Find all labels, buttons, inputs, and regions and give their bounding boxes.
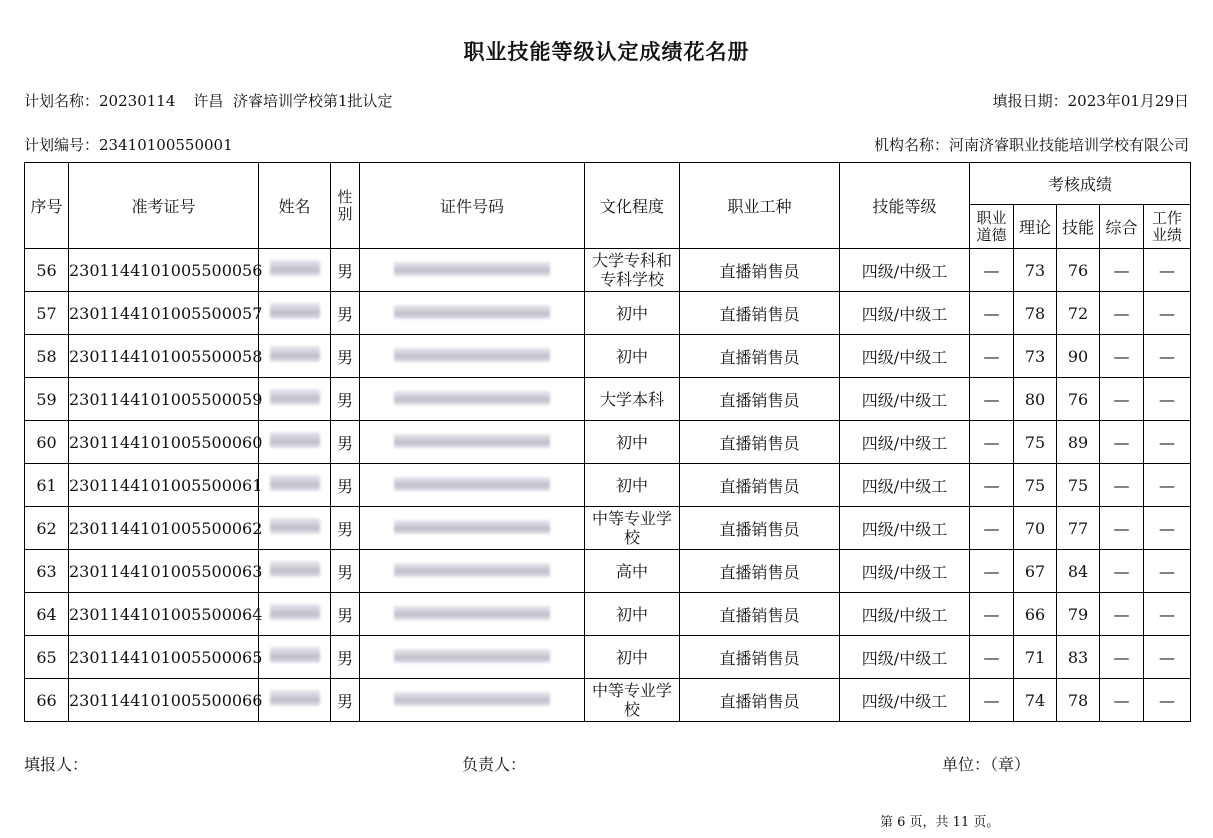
page-title: 职业技能等级认定成绩花名册 (463, 40, 750, 64)
cell-ethics: — (970, 593, 1014, 636)
cell-education (585, 292, 680, 335)
plan-no-line (24, 134, 233, 155)
cell-exam-no: 2301144101005500066 (69, 679, 259, 722)
footer-responsible: 负责人： (462, 755, 527, 774)
redacted-name (270, 475, 320, 491)
table-row (25, 292, 1191, 335)
table-row (25, 507, 1191, 550)
education-line-1: 大学本科 (599, 389, 664, 409)
redacted-id-number (394, 305, 550, 319)
cell-ethics: — (970, 636, 1014, 679)
table-row (25, 679, 1191, 722)
header-work-1: 工作 (1152, 208, 1183, 227)
education-line-1: 中等专业学 (591, 681, 672, 700)
cell-seq: 62 (25, 507, 69, 550)
cell-gender: 男 (331, 378, 360, 421)
cell-theory: 74 (1014, 679, 1057, 722)
cell-name (259, 335, 331, 378)
cell-skill: 76 (1057, 378, 1100, 421)
cell-work: — (1144, 550, 1191, 593)
redacted-id-number (394, 606, 550, 620)
cell-theory: 80 (1014, 378, 1057, 421)
cell-name (259, 679, 331, 722)
cell-comprehensive: — (1100, 464, 1144, 507)
education-line-1: 初中 (615, 475, 648, 495)
cell-id-no (360, 593, 585, 636)
cell-name (259, 378, 331, 421)
cell-education (585, 507, 680, 550)
footer-unit: 单位：（章） (942, 755, 1031, 774)
org-line (874, 134, 1189, 155)
cell-occupation: 直播销售员 (680, 679, 840, 722)
cell-ethics: — (970, 249, 1014, 292)
header-theory: 理论 (1014, 205, 1057, 249)
cell-level: 四级/中级工 (840, 378, 970, 421)
cell-work: — (1144, 421, 1191, 464)
cell-id-no (360, 378, 585, 421)
redacted-name (270, 561, 320, 577)
fill-date: 2023年01月29日 (1067, 92, 1189, 110)
cell-exam-no: 2301144101005500058 (69, 335, 259, 378)
cell-exam-no: 2301144101005500063 (69, 550, 259, 593)
cell-education (585, 593, 680, 636)
header-education: 文化程度 (585, 163, 680, 249)
education-line-1: 大学专科和 (591, 251, 672, 270)
education-line-2: 校 (623, 700, 640, 719)
cell-theory: 66 (1014, 593, 1057, 636)
header-gender-1: 性 (337, 187, 353, 206)
cell-level: 四级/中级工 (840, 292, 970, 335)
cell-exam-no: 2301144101005500065 (69, 636, 259, 679)
cell-education (585, 421, 680, 464)
redacted-name (270, 303, 320, 319)
cell-theory: 75 (1014, 464, 1057, 507)
plan-desc: 济睿培训学校第1批认定 (232, 92, 393, 110)
header-seq: 序号 (25, 163, 69, 249)
cell-theory: 73 (1014, 335, 1057, 378)
cell-level: 四级/中级工 (840, 421, 970, 464)
cell-seq: 66 (25, 679, 69, 722)
cell-work: — (1144, 335, 1191, 378)
cell-theory: 73 (1014, 249, 1057, 292)
cell-gender: 男 (331, 636, 360, 679)
header-ethics-1: 职业 (976, 208, 1007, 227)
fill-date-label: 填报日期： (992, 92, 1068, 110)
cell-comprehensive: — (1100, 507, 1144, 550)
cell-work: — (1144, 679, 1191, 722)
cell-level: 四级/中级工 (840, 249, 970, 292)
header-id-no: 证件号码 (360, 163, 585, 249)
table-row (25, 550, 1191, 593)
cell-ethics: — (970, 464, 1014, 507)
header-scores: 考核成绩 (970, 163, 1191, 205)
cell-skill: 78 (1057, 679, 1100, 722)
plan-name-label: 计划名称： (24, 92, 100, 110)
cell-theory: 75 (1014, 421, 1057, 464)
header-work (1144, 205, 1191, 249)
cell-level: 四级/中级工 (840, 507, 970, 550)
cell-ethics: — (970, 421, 1014, 464)
cell-comprehensive: — (1100, 550, 1144, 593)
header-skill: 技能 (1057, 205, 1100, 249)
cell-gender: 男 (331, 335, 360, 378)
cell-occupation: 直播销售员 (680, 421, 840, 464)
fill-date-line (993, 90, 1189, 111)
cell-name (259, 507, 331, 550)
cell-exam-no: 2301144101005500062 (69, 507, 259, 550)
header-gender (331, 163, 360, 249)
cell-level: 四级/中级工 (840, 593, 970, 636)
cell-education (585, 636, 680, 679)
cell-occupation: 直播销售员 (680, 593, 840, 636)
table-row (25, 593, 1191, 636)
cell-comprehensive: — (1100, 292, 1144, 335)
cell-education (585, 249, 680, 292)
education-line-1: 初中 (615, 604, 648, 624)
cell-id-no (360, 292, 585, 335)
cell-education (585, 464, 680, 507)
header-work-2: 业绩 (1152, 225, 1183, 244)
cell-occupation: 直播销售员 (680, 550, 840, 593)
redacted-id-number (394, 262, 550, 276)
cell-level: 四级/中级工 (840, 550, 970, 593)
cell-seq: 61 (25, 464, 69, 507)
cell-seq: 65 (25, 636, 69, 679)
cell-name (259, 593, 331, 636)
cell-occupation: 直播销售员 (680, 292, 840, 335)
cell-occupation: 直播销售员 (680, 249, 840, 292)
plan-name-line (24, 90, 392, 111)
cell-level: 四级/中级工 (840, 335, 970, 378)
redacted-name (270, 647, 320, 663)
table-row (25, 378, 1191, 421)
cell-name (259, 292, 331, 335)
cell-education (585, 335, 680, 378)
cell-theory: 78 (1014, 292, 1057, 335)
education-line-2: 校 (623, 528, 640, 547)
cell-comprehensive: — (1100, 636, 1144, 679)
cell-level: 四级/中级工 (840, 636, 970, 679)
cell-gender: 男 (331, 292, 360, 335)
cell-exam-no: 2301144101005500056 (69, 249, 259, 292)
cell-seq: 64 (25, 593, 69, 636)
cell-ethics: — (970, 507, 1014, 550)
redacted-name (270, 690, 320, 706)
header-comprehensive: 综合 (1100, 205, 1144, 249)
cell-theory: 67 (1014, 550, 1057, 593)
cell-level: 四级/中级工 (840, 679, 970, 722)
cell-exam-no: 2301144101005500064 (69, 593, 259, 636)
cell-gender: 男 (331, 421, 360, 464)
cell-skill: 90 (1057, 335, 1100, 378)
cell-work: — (1144, 249, 1191, 292)
cell-work: — (1144, 636, 1191, 679)
header-level: 技能等级 (840, 163, 970, 249)
score-roster-table (24, 162, 1191, 722)
cell-name (259, 421, 331, 464)
cell-comprehensive: — (1100, 249, 1144, 292)
cell-skill: 72 (1057, 292, 1100, 335)
footer-filler: 填报人： (24, 755, 89, 774)
cell-skill: 77 (1057, 507, 1100, 550)
cell-theory: 70 (1014, 507, 1057, 550)
cell-work: — (1144, 507, 1191, 550)
cell-gender: 男 (331, 464, 360, 507)
redacted-id-number (394, 563, 550, 577)
cell-id-no (360, 679, 585, 722)
cell-exam-no: 2301144101005500059 (69, 378, 259, 421)
header-ethics-2: 道德 (976, 225, 1007, 244)
header-name: 姓名 (259, 163, 331, 249)
cell-ethics: — (970, 550, 1014, 593)
cell-ethics: — (970, 378, 1014, 421)
education-line-1: 初中 (615, 346, 648, 366)
cell-name (259, 636, 331, 679)
table-row (25, 636, 1191, 679)
cell-id-no (360, 550, 585, 593)
cell-work: — (1144, 464, 1191, 507)
cell-ethics: — (970, 292, 1014, 335)
cell-gender: 男 (331, 507, 360, 550)
cell-id-no (360, 249, 585, 292)
cell-work: — (1144, 378, 1191, 421)
cell-education (585, 679, 680, 722)
plan-name: 20230114 (99, 92, 176, 110)
redacted-id-number (394, 477, 550, 491)
table-row (25, 464, 1191, 507)
cell-skill: 83 (1057, 636, 1100, 679)
header-exam-no: 准考证号 (69, 163, 259, 249)
education-line-1: 中等专业学 (591, 509, 672, 528)
cell-gender: 男 (331, 550, 360, 593)
cell-work: — (1144, 292, 1191, 335)
cell-comprehensive: — (1100, 679, 1144, 722)
cell-skill: 79 (1057, 593, 1100, 636)
cell-ethics: — (970, 679, 1014, 722)
cell-seq: 63 (25, 550, 69, 593)
redacted-id-number (394, 348, 550, 362)
cell-skill: 89 (1057, 421, 1100, 464)
cell-skill: 76 (1057, 249, 1100, 292)
cell-gender: 男 (331, 679, 360, 722)
cell-id-no (360, 507, 585, 550)
redacted-name (270, 260, 320, 276)
cell-gender: 男 (331, 593, 360, 636)
cell-occupation: 直播销售员 (680, 335, 840, 378)
header-ethics (970, 205, 1014, 249)
header-gender-2: 别 (337, 204, 353, 223)
education-line-1: 高中 (615, 561, 648, 581)
redacted-name (270, 518, 320, 534)
cell-seq: 60 (25, 421, 69, 464)
cell-comprehensive: — (1100, 421, 1144, 464)
plan-no: 23410100550001 (99, 136, 233, 154)
cell-education (585, 550, 680, 593)
cell-id-no (360, 335, 585, 378)
org-label: 机构名称： (873, 136, 949, 154)
table-row (25, 335, 1191, 378)
cell-comprehensive: — (1100, 335, 1144, 378)
cell-id-no (360, 464, 585, 507)
plan-no-label: 计划编号： (24, 136, 100, 154)
cell-exam-no: 2301144101005500057 (69, 292, 259, 335)
cell-name (259, 249, 331, 292)
cell-education (585, 378, 680, 421)
redacted-id-number (394, 692, 550, 706)
redacted-id-number (394, 434, 550, 448)
redacted-name (270, 346, 320, 362)
cell-seq: 59 (25, 378, 69, 421)
cell-skill: 75 (1057, 464, 1100, 507)
cell-gender: 男 (331, 249, 360, 292)
cell-exam-no: 2301144101005500060 (69, 421, 259, 464)
education-line-1: 初中 (615, 432, 648, 452)
education-line-1: 初中 (615, 647, 648, 667)
cell-name (259, 550, 331, 593)
page-indicator: 第 6 页，共 11 页。 (880, 815, 1000, 830)
education-line-1: 初中 (615, 303, 648, 323)
redacted-name (270, 389, 320, 405)
redacted-name (270, 432, 320, 448)
redacted-id-number (394, 391, 550, 405)
cell-id-no (360, 421, 585, 464)
plan-city: 许昌 (193, 92, 224, 110)
cell-seq: 57 (25, 292, 69, 335)
redacted-name (270, 604, 320, 620)
cell-name (259, 464, 331, 507)
cell-exam-no: 2301144101005500061 (69, 464, 259, 507)
cell-comprehensive: — (1100, 378, 1144, 421)
cell-level: 四级/中级工 (840, 464, 970, 507)
cell-seq: 56 (25, 249, 69, 292)
cell-occupation: 直播销售员 (680, 636, 840, 679)
table-row (25, 249, 1191, 292)
cell-work: — (1144, 593, 1191, 636)
cell-occupation: 直播销售员 (680, 507, 840, 550)
redacted-id-number (394, 520, 550, 534)
cell-ethics: — (970, 335, 1014, 378)
cell-occupation: 直播销售员 (680, 378, 840, 421)
cell-seq: 58 (25, 335, 69, 378)
cell-id-no (360, 636, 585, 679)
org-name: 河南济睿职业技能培训学校有限公司 (948, 136, 1189, 154)
cell-skill: 84 (1057, 550, 1100, 593)
cell-occupation: 直播销售员 (680, 464, 840, 507)
cell-comprehensive: — (1100, 593, 1144, 636)
redacted-id-number (394, 649, 550, 663)
header-occupation: 职业工种 (680, 163, 840, 249)
education-line-2: 专科学校 (599, 270, 664, 289)
cell-theory: 71 (1014, 636, 1057, 679)
table-row (25, 421, 1191, 464)
